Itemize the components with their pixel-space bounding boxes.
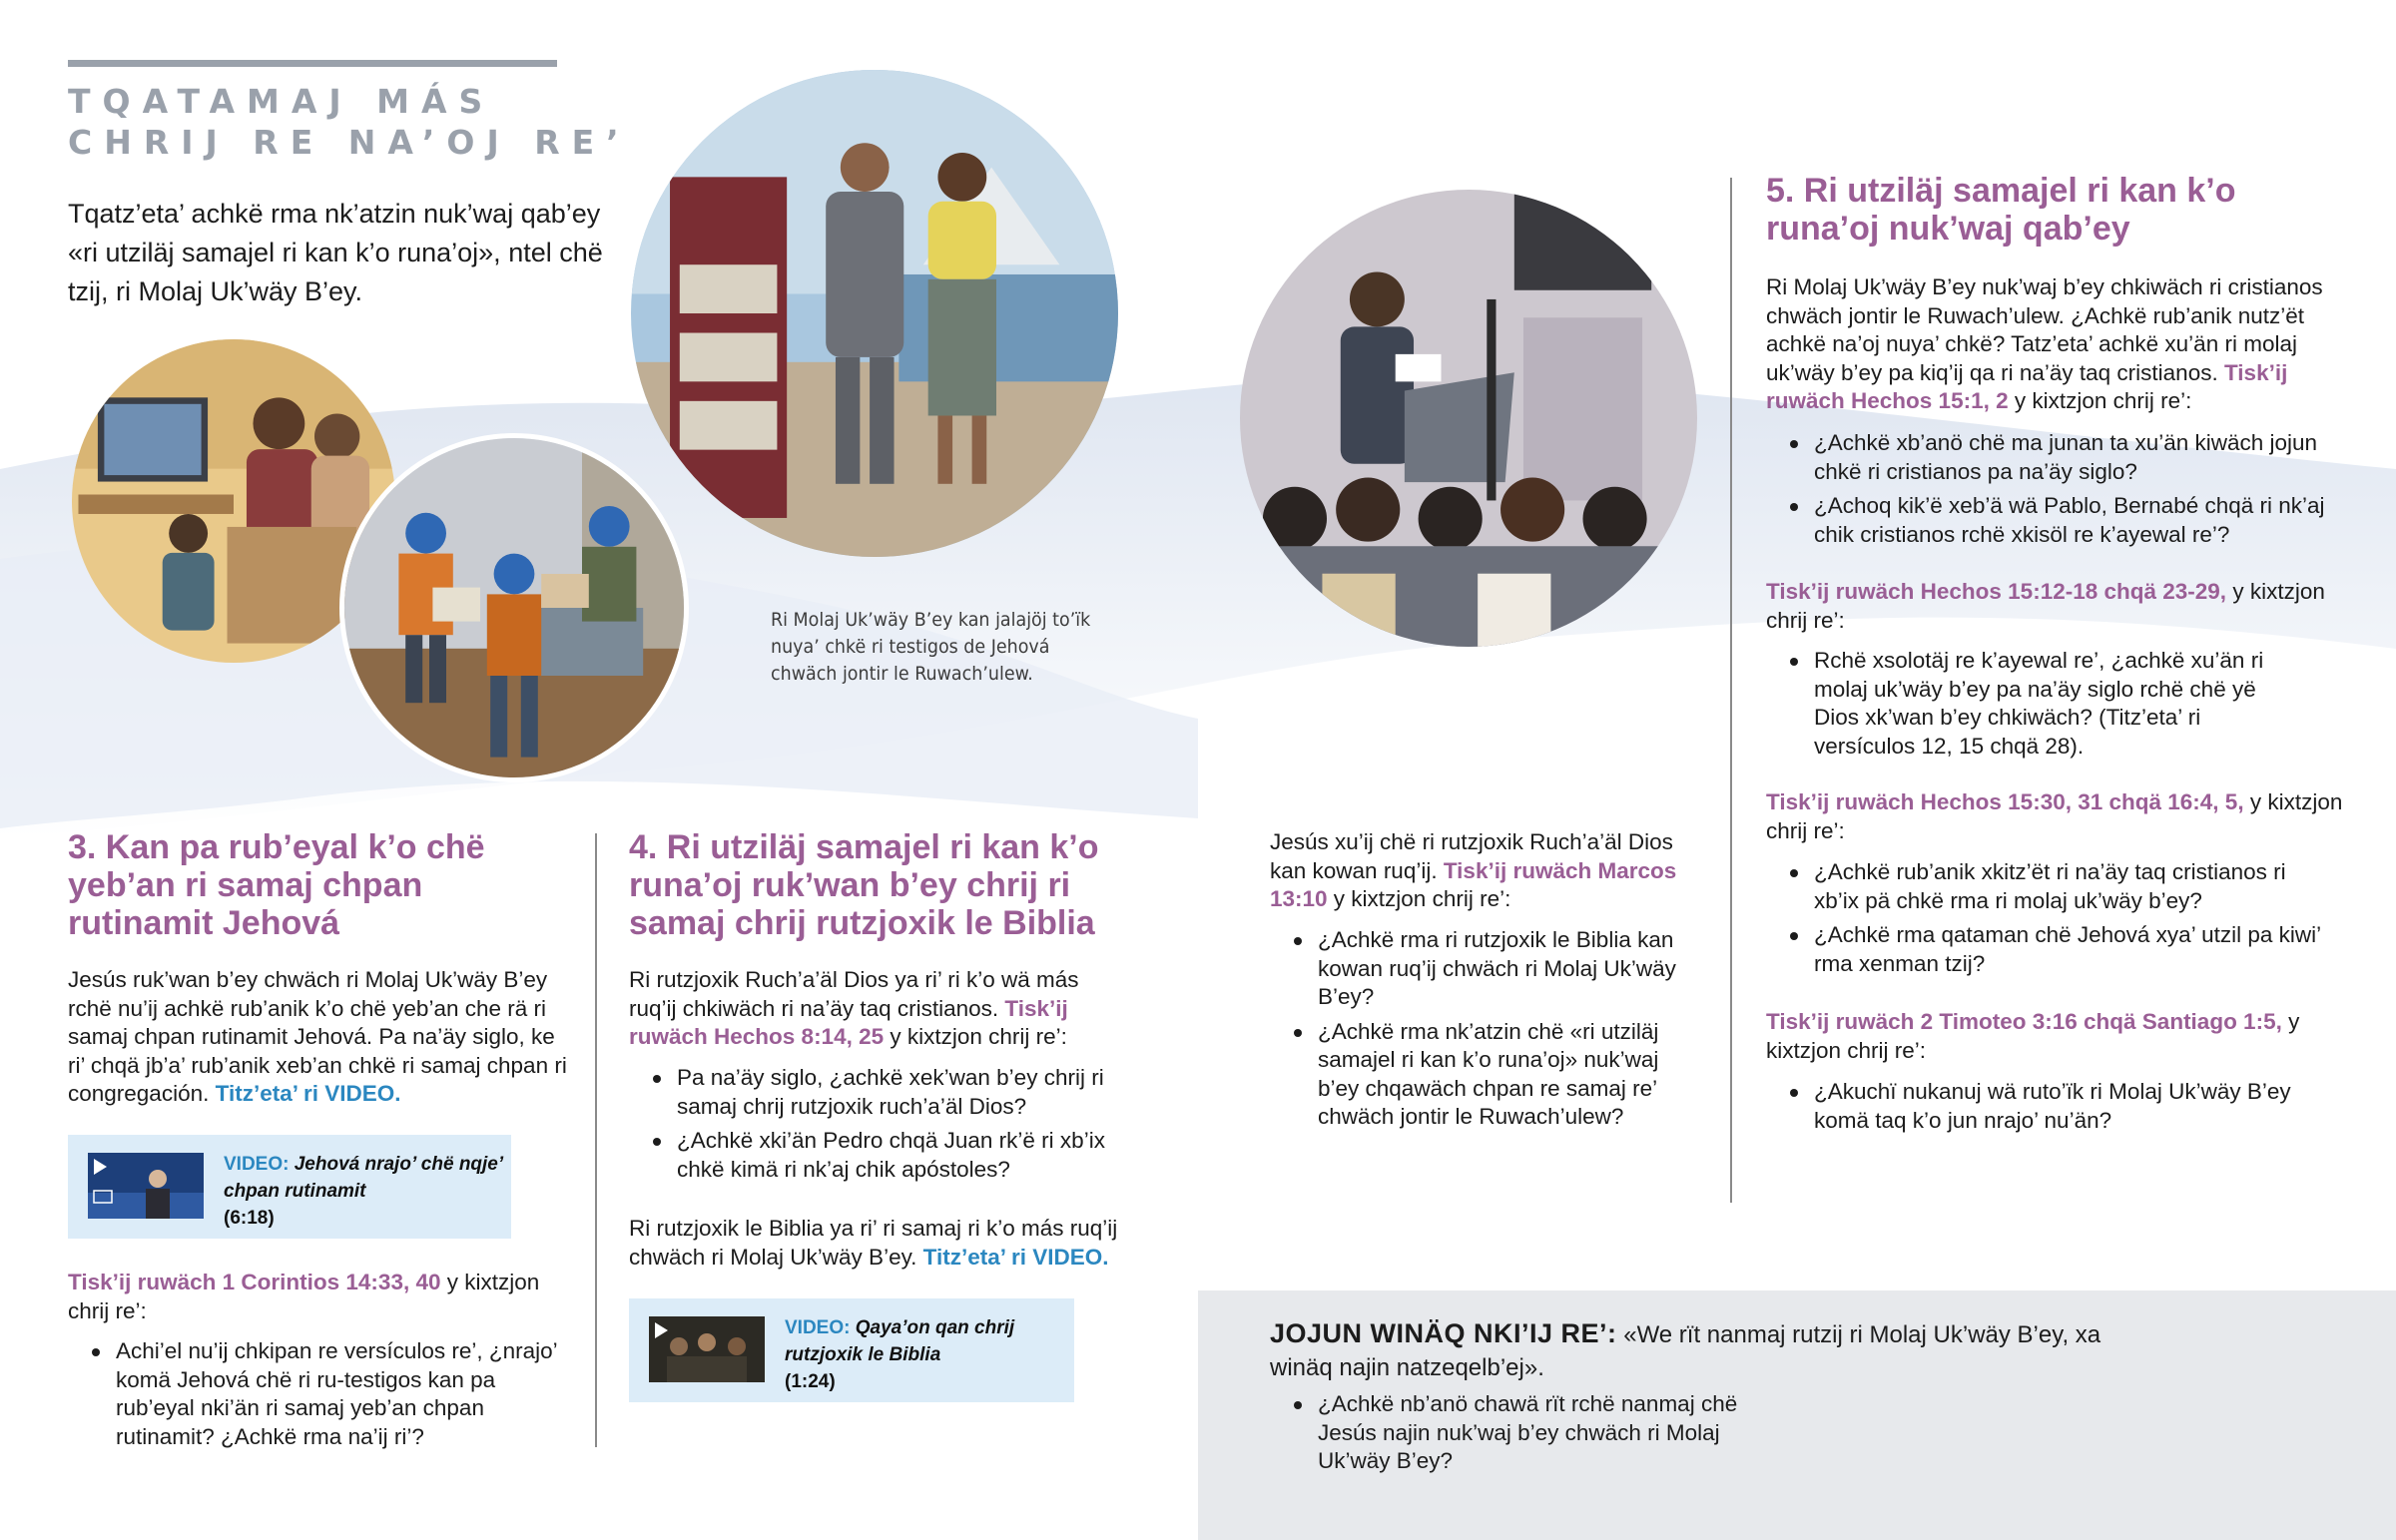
section-5-reference-4: Tisk’ij ruwäch 2 Timoteo 3:16 chqä Santiago 1:5, y kixtzjon chrij re’: [1766, 1009, 2300, 1063]
volunteers-loading-boxes-illustration [339, 433, 689, 782]
discussion-question [1270, 926, 1699, 1012]
section-4-video-link[interactable]: Titz’eta’ ri VIDEO. [922, 1244, 1109, 1270]
kicker-line-1: TQATAMAJ MÁS [68, 82, 495, 121]
section-5-reference-2: Tisk’ij ruwäch Hechos 15:12-18 chqä 23-29, y kixtzjon chrij re’: [1766, 579, 2325, 633]
section-4-video-card[interactable] [629, 1298, 1074, 1402]
discussion-question [1766, 647, 2265, 761]
bullet-icon [1790, 869, 1798, 877]
illustration-caption: Ri Molaj Uk’wäy B’ey kan jalajöj to’ïk nuya’ chkë ri testigos de Jehová chwäch jontir le Ruwach’ulew. [771, 609, 1091, 685]
discussion-question [1766, 1078, 2325, 1135]
question-text: ¿Achkë xki’än Pedro chqä Juan rk’ë ri xb’ix chkë kimä ri nk’aj chik apóstoles? [677, 1128, 1105, 1182]
question-text: Pa na’äy siglo, ¿achkë xek’wan b’ey chrij ri samaj chrij rutzjoxik ruch’a’äl Dios? [677, 1065, 1104, 1119]
section-3-reference: Tisk’ij ruwäch 1 Corintios 14:33, 40 y kixtzjon chrij re’: [68, 1270, 540, 1323]
video-thumbnail[interactable] [88, 1153, 204, 1219]
scripture-link[interactable]: Tisk’ij ruwäch Marcos 13:10 [1270, 857, 1677, 911]
witness-couple-cart-illustration [631, 70, 1118, 557]
discussion-question [1270, 1018, 1699, 1132]
objection-questions [1270, 1390, 1789, 1482]
bullet-icon [1294, 1401, 1302, 1409]
scripture-link[interactable]: Tisk’ij ruwäch 2 Timoteo 3:16 chqä Santiago 1:5, [1766, 1009, 2282, 1034]
section-5-heading: 5. Ri utziläj samajel ri kan k’o runa’oj nuk’waj qab’ey [1766, 172, 2236, 248]
section-4-body-2: Ri rutzjoxik le Biblia ya ri’ ri samaj ri k’o más ruq’ij chwäch ri Molaj Uk’wäy B’ey. Titz’eta’ ri VIDEO. [629, 1216, 1118, 1270]
question-text: Achi’el nu’ij chkipan re versículos re’, ¿nrajo’ komä Jehová chë ri ru-testigos kan pa rub’eyal nki’än ri samaj yeb’an chpan rutinamit? ¿Achkë rma na’ij ri’? [116, 1338, 557, 1449]
bullet-icon [1294, 1029, 1302, 1037]
video-caption: VIDEO: Jehová nrajo’ chë nqje’ chpan rutinamit (6:18) [224, 1154, 503, 1229]
discussion-question [1766, 858, 2325, 915]
section-4b-questions [1270, 926, 1699, 1138]
bullet-icon [1790, 440, 1798, 448]
intro-paragraph: Tqatz’eta’ achkë rma nk’atzin nuk’waj qab’ey «ri utziläj samajel ri kan k’o runa’oj», ntel chë tzij, ri Molaj Uk’wäy B’ey. [68, 199, 603, 306]
discussion-question [1766, 921, 2325, 978]
discussion-question [629, 1064, 1128, 1121]
column-divider-2 [1730, 178, 1732, 1203]
scripture-link[interactable]: Tisk’ij ruwäch Hechos 15:30, 31 chqä 16:4, 5, [1766, 789, 2244, 814]
section-5-reference-3: Tisk’ij ruwäch Hechos 15:30, 31 chqä 16:4, 5, y kixtzjon chrij re’: [1766, 789, 2343, 843]
speaker-at-podium-illustration [1240, 190, 1697, 647]
question-text: ¿Achkë xb’anö chë ma junan ta xu’än kiwäch jojun chkë ri cristianos pa na’äy siglo? [1814, 430, 2318, 484]
question-text: ¿Achkë rma nk’atzin chë «ri utziläj samajel ri kan k’o runa’oj» nuk’waj b’ey chqawäch chpan re samaj re’ chwäch jontir le Ruwach’ulew? [1318, 1018, 1659, 1129]
bullet-icon [653, 1138, 661, 1146]
scripture-link[interactable]: Tisk’ij ruwäch Hechos 15:12-18 chqä 23-29, [1766, 579, 2227, 604]
play-icon [655, 1322, 668, 1338]
section-3-video-link[interactable]: Titz’eta’ ri VIDEO. [215, 1081, 401, 1106]
video-thumbnail[interactable] [649, 1316, 765, 1382]
bullet-icon [1790, 1089, 1798, 1097]
section-3-body: Jesús ruk’wan b’ey chwäch ri Molaj Uk’wäy B’ey rchë nu’ij achkë rub’anik k’o chë yeb’an che rä ri samaj chpan rutinamit Jehová. Pa na’äy siglo, ke ri’ chqä jb’a’ rub’anik xeb’an chkë ri samaj chpan ri congregación. Titz’eta’ ri VIDEO. [68, 967, 567, 1106]
section-5-questions-1 [1766, 429, 2345, 555]
section-5-questions-3 [1766, 858, 2325, 984]
question-text: ¿Achkë rub’anik xkitz’ët ri na’äy taq cristianos ri xb’ix pä chkë rma ri molaj uk’wäy b’ey? [1814, 859, 2286, 913]
discussion-question [1766, 429, 2345, 486]
bullet-icon [1790, 658, 1798, 666]
section-3-questions [68, 1337, 567, 1457]
bullet-icon [1790, 503, 1798, 511]
video-caption: VIDEO: Qaya’on qan chrij rutzjoxik le Biblia (1:24) [785, 1317, 1015, 1392]
section-5-questions-2 [1766, 647, 2265, 767]
question-text: ¿Achkë rma qataman chë Jehová xya’ utzil pa kiwi’ rma xenman tzij? [1814, 922, 2321, 976]
question-text: ¿Achkë rma ri rutzjoxik le Biblia kan kowan ruq’ij chwäch ri Molaj Uk’wäy B’ey? [1318, 927, 1676, 1009]
section-4b-body: Jesús xu’ij chë ri rutzjoxik Ruch’a’äl Dios kan kowan ruq’ij. Tisk’ij ruwäch Marcos 13:10 y kixtzjon chrij re’: [1270, 829, 1677, 911]
section-4-body: Ri rutzjoxik Ruch’a’äl Dios ya ri’ ri k’o wä más ruq’ij chkiwäch ri na’äy taq cristianos. Tisk’ij ruwäch Hechos 8:14, 25 y kixtzjon chrij re’: [629, 967, 1079, 1049]
section-5-questions-4 [1766, 1078, 2325, 1141]
objection-statement: JOJUN WINÄQ NKI’IJ RE’: «We rït nanmaj rutzij ri Molaj Uk’wäy B’ey, xa winäq najin natzeqelb’ej». [1270, 1318, 2101, 1381]
section-4-questions [629, 1064, 1128, 1190]
section-3-video-card[interactable] [68, 1135, 511, 1239]
section-3-heading: 3. Kan pa rub’eyal k’o chë yeb’an ri samaj chpan rutinamit Jehová [68, 828, 485, 942]
kicker-line-2: CHRIJ RE NA’OJ RE’ [68, 123, 631, 162]
bullet-icon [653, 1075, 661, 1083]
column-divider-1 [595, 833, 597, 1447]
scripture-link[interactable]: Tisk’ij ruwäch 1 Corintios 14:33, 40 [68, 1270, 441, 1294]
section-4-heading: 4. Ri utziläj samajel ri kan k’o runa’oj ruk’wan b’ey chrij ri samaj chrij rutzjoxik le Biblia [629, 828, 1099, 942]
question-text: ¿Akuchï nukanuj wä ruto’ïk ri Molaj Uk’wäy B’ey komä taq k’o jun nrajo’ nu’än? [1814, 1079, 2291, 1133]
play-icon [94, 1159, 107, 1175]
bullet-icon [1790, 932, 1798, 940]
bullet-icon [92, 1348, 100, 1356]
section-5-body: Ri Molaj Uk’wäy B’ey nuk’waj b’ey chkiwäch ri cristianos chwäch jontir le Ruwach’ulew. ¿Achkë rub’anik nutz’ët achkë na’oj nuya’ chkë? Tatz’eta’ achkë xu’än ri molaj uk’wäy b’ey pa kiq’ij qa ri na’äy taq cristianos. Tisk’ij ruwäch Hechos 15:1, 2 y kixtzjon chrij re’: [1766, 274, 2323, 413]
question-text: ¿Achoq kik’ë xeb’ä wä Pablo, Bernabé chqä ri nk’aj chik cristianos rchë xkisöl re k’ayewal re’? [1814, 493, 2325, 547]
scripture-link[interactable]: Tisk’ij ruwäch Hechos 15:1, 2 [1766, 359, 2288, 413]
question-text: Rchë xsolotäj re k’ayewal re’, ¿achkë xu’än ri molaj uk’wäy b’ey pa na’äy siglo rchë chë yë Dios xk’wan b’ey chkiwäch? (Titz’eta’ ri versículos 12, 15 chqä 28). [1814, 648, 2264, 759]
header-rule [68, 60, 557, 67]
bullet-icon [1294, 937, 1302, 945]
discussion-question [629, 1127, 1128, 1184]
scripture-link[interactable]: Tisk’ij ruwäch Hechos 8:14, 25 [629, 995, 1068, 1049]
discussion-question [68, 1337, 567, 1451]
discussion-question [1766, 492, 2345, 549]
question-text: ¿Achkë nb’anö chawä rït rchë nanmaj chë Jesús najin nuk’waj b’ey chwäch ri Molaj Uk’wäy B’ey? [1318, 1391, 1738, 1473]
discussion-question [1270, 1390, 1789, 1476]
